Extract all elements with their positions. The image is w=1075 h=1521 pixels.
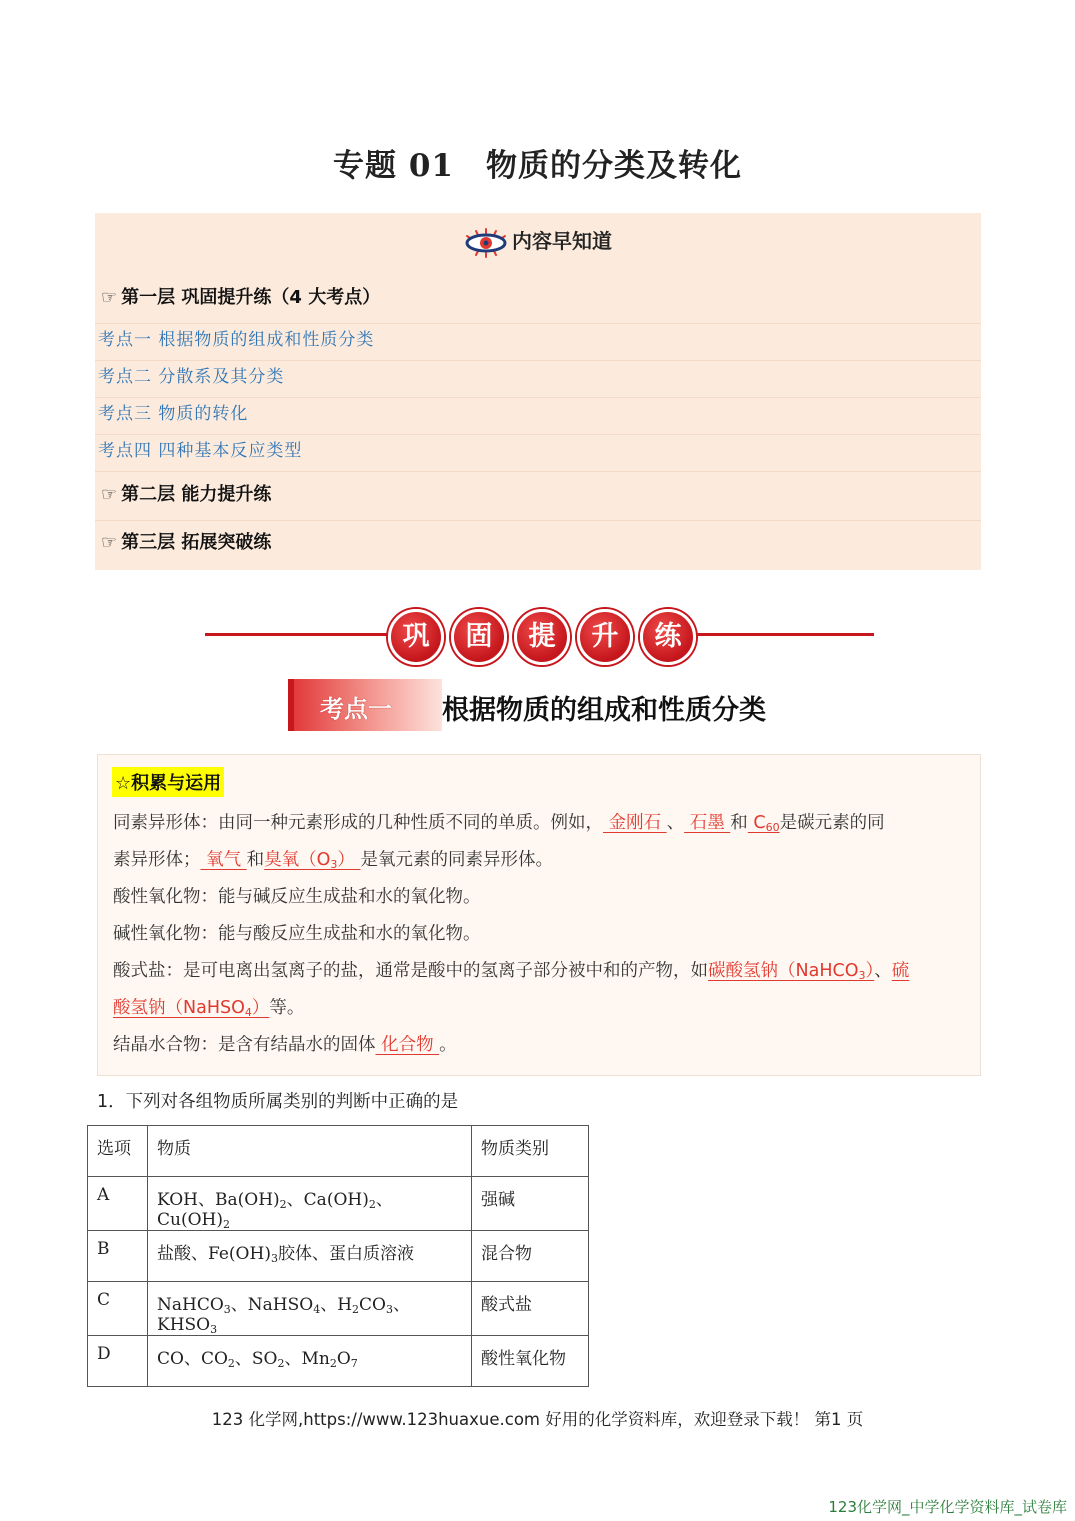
- paragraph-acid-salt-line1: 酸式盐：是可电离出氢离子的盐，通常是酸中的氢离子部分被中和的产物，如碳酸氢钠（NaHCO$_3$）、硫: [113, 961, 910, 982]
- option-cell: C: [88, 1282, 148, 1336]
- banner-char: 升: [577, 609, 633, 665]
- page-title: [0, 140, 1075, 185]
- kaodian-title: 根据物质的组成和性质分类: [442, 695, 766, 726]
- title-number: 专题 01: [333, 148, 454, 184]
- category-cell: 酸性氧化物: [472, 1336, 589, 1387]
- pointing-hand-icon: ☞: [101, 532, 118, 553]
- header-cell: 物质: [148, 1126, 472, 1177]
- paragraph-allotrope-line1: 同素异形体：由同一种元素形成的几种性质不同的单质。例如， 金刚石 、 石墨 和 $C_{60}$是碳元素的同: [113, 813, 885, 834]
- option-cell: D: [88, 1336, 148, 1387]
- toc-layer-2[interactable]: ☞ 第二层 能力提升练: [101, 484, 272, 505]
- answer-blank: 氧气: [200, 850, 247, 870]
- paragraph-allotrope-line2: 素异形体； 氧气 和臭氧$(O_3)$ 是氧元素的同素异形体。: [113, 850, 553, 871]
- toc-panel: [95, 213, 981, 570]
- banner-char: 提: [514, 609, 570, 665]
- answer-blank: $C_{60}$: [747, 813, 780, 834]
- answer-blank: 酸氢钠（NaHSO$_4$）: [113, 998, 270, 1019]
- toc-item-kaodian-2[interactable]: 考点二 分散系及其分类: [98, 367, 285, 387]
- toc-item-kaodian-4[interactable]: 考点四 四种基本反应类型: [98, 441, 303, 461]
- table-row: [88, 1336, 589, 1387]
- pointing-hand-icon: ☞: [101, 287, 118, 308]
- watermark: 123化学网_中学化学资料库_试卷库: [828, 1498, 1067, 1516]
- table-row: [88, 1177, 589, 1231]
- option-cell: A: [88, 1177, 148, 1231]
- table-row: [88, 1282, 589, 1336]
- divider: [95, 434, 981, 435]
- divider: [95, 520, 981, 521]
- paragraph-acid-salt-line2: 酸氢钠（NaHSO$_4$）等。: [113, 998, 305, 1019]
- pointing-hand-icon: ☞: [101, 484, 118, 505]
- title-text: 物质的分类及转化: [485, 148, 742, 184]
- page-footer: 123 化学网,https://www.123huaxue.com 好用的化学资料库，欢迎登录下载！ 第1 页: [211, 1410, 864, 1429]
- banner-char: 固: [451, 609, 507, 665]
- question-table: [87, 1125, 589, 1387]
- answer-blank: 硫: [891, 961, 910, 981]
- divider: [95, 323, 981, 324]
- paragraph-basic-oxide: 碱性氧化物：能与酸反应生成盐和水的氧化物。: [113, 924, 481, 944]
- toc-layer-1[interactable]: ☞ 第一层 巩固提升练（4 大考点）: [101, 287, 381, 308]
- answer-blank: 臭氧$(O_3)$: [264, 850, 361, 871]
- knowledge-box: [97, 754, 981, 1076]
- substance-cell: NaHCO$_3$、NaHSO$_4$、$H_2CO_3$、$KHSO_3$: [148, 1282, 472, 1336]
- banner-char: 巩: [388, 609, 444, 665]
- toc-heading: 内容早知道: [95, 225, 981, 258]
- table-header-row: [88, 1126, 589, 1177]
- eye-icon: [464, 228, 508, 258]
- answer-blank: 化合物: [375, 1035, 440, 1055]
- paragraph-acidic-oxide: 酸性氧化物：能与碱反应生成盐和水的氧化物。: [113, 887, 481, 907]
- answer-blank: 石墨: [684, 813, 731, 833]
- category-cell: 混合物: [472, 1231, 589, 1282]
- toc-item-kaodian-3[interactable]: 考点三 物质的转化: [98, 404, 249, 424]
- banner-char: 练: [640, 609, 696, 665]
- option-cell: B: [88, 1231, 148, 1282]
- toc-layer-3[interactable]: ☞ 第三层 拓展突破练: [101, 532, 272, 553]
- toc-item-kaodian-1[interactable]: 考点一 根据物质的组成和性质分类: [98, 330, 375, 350]
- kaodian-tab: 考点一: [288, 679, 442, 731]
- banner-line-left: [205, 633, 395, 636]
- banner-line-right: [680, 633, 874, 636]
- category-cell: 酸式盐: [472, 1282, 589, 1336]
- paragraph-hydrate: 结晶水合物：是含有结晶水的固体 化合物 。: [113, 1035, 457, 1055]
- box-heading: ☆积累与运用: [112, 767, 224, 797]
- substance-cell: CO、$CO_2$、$SO_2$、$Mn_2O_7$: [148, 1336, 472, 1387]
- category-cell: 强碱: [472, 1177, 589, 1231]
- header-cell: 物质类别: [472, 1126, 589, 1177]
- substance-cell: KOH、$Ba(OH)_2$、$Ca(OH)_2$、$Cu(OH)_2$: [148, 1177, 472, 1231]
- table-row: [88, 1231, 589, 1282]
- answer-blank: 金刚石: [603, 813, 667, 833]
- header-cell: 选项: [88, 1126, 148, 1177]
- question-1: 1．下列对各组物质所属类别的判断中正确的是: [97, 1092, 459, 1112]
- answer-blank: 碳酸氢钠（NaHCO$_3$）: [708, 961, 875, 982]
- divider: [95, 397, 981, 398]
- divider: [95, 360, 981, 361]
- substance-cell: 盐酸、$Fe(OH)_3$胶体、蛋白质溶液: [148, 1231, 472, 1282]
- divider: [95, 471, 981, 472]
